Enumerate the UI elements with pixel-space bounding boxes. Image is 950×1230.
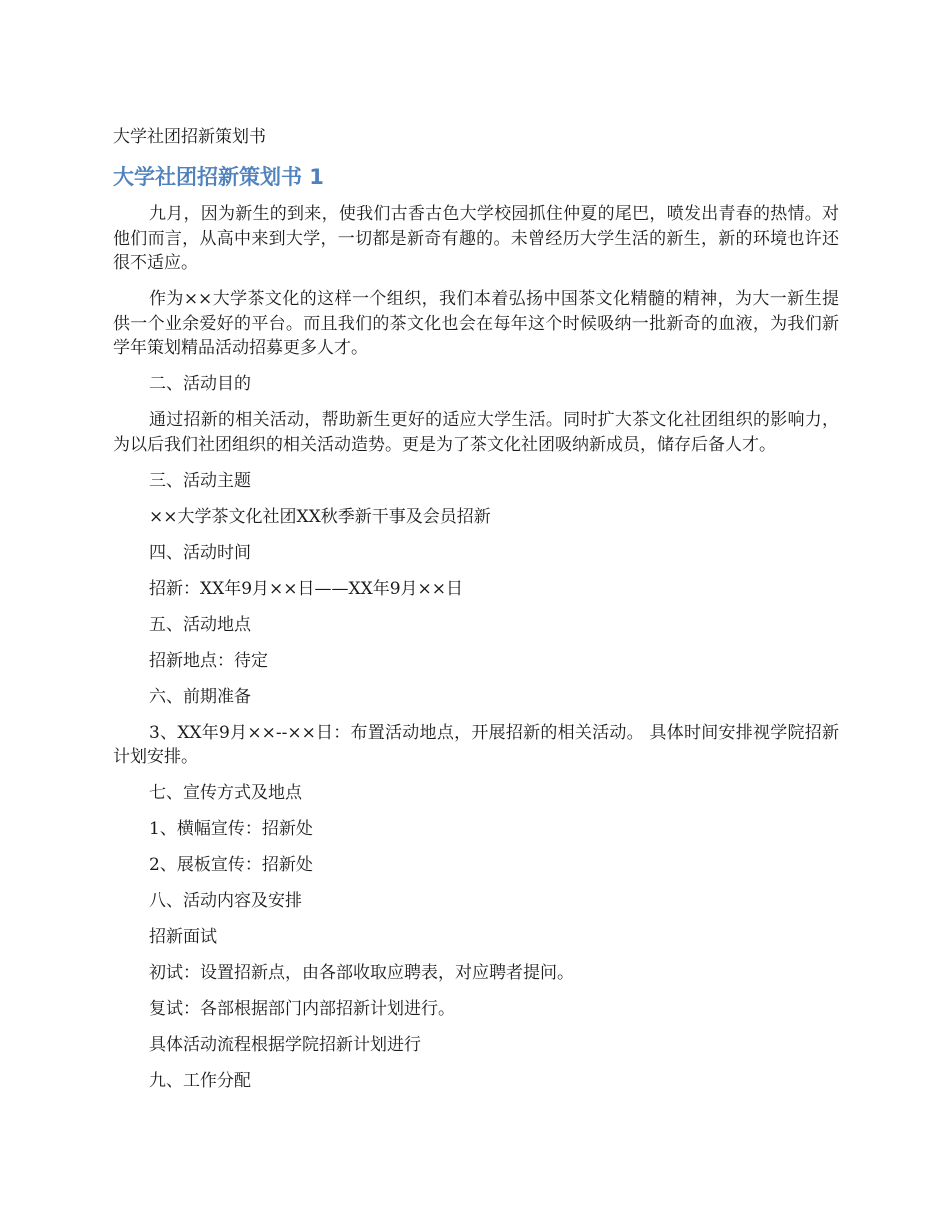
section-title-preparation: 六、前期准备 — [149, 686, 251, 707]
section-title-content: 八、活动内容及安排 — [149, 891, 302, 911]
content-process: 具体活动流程根据学院招新计划进行 — [149, 1035, 421, 1055]
section-title-purpose: 二、活动目的 — [149, 374, 251, 394]
content-interview: 招新面试 — [149, 927, 217, 947]
location-text: 招新地点：待定 — [149, 650, 268, 671]
purpose-paragraph: 通过招新的相关活动，帮助新生更好的适应大学生活。同时扩大茶文化社团组织的影响力，为以后我们社团组织的相关活动造势。更是为了茶文化社团吸纳新成员，储存后备人才。 — [113, 410, 839, 455]
section-heading: 大学社团招新策划书 1 — [113, 165, 324, 189]
document-body — [113, 202, 839, 1105]
section-title-assignment: 九、工作分配 — [149, 1071, 251, 1091]
promotion-item-2: 2、展板宣传：招新处 — [149, 855, 313, 875]
intro-paragraph-1: 九月，因为新生的到来，使我们古香古色大学校园抓住仲夏的尾巴，喷发出青春的热情。对他们而言，从高中来到大学，一切都是新奇有趣的。未曾经历大学生活的新生，新的环境也许还很不适应。 — [113, 204, 839, 273]
time-text: 招新：XX年9月××日——XX年9月××日 — [149, 578, 464, 599]
intro-paragraph-2: 作为××大学茶文化的这样一个组织，我们本着弘扬中国茶文化精髓的精神，为大一新生提供一个业余爱好的平台。而且我们的茶文化也会在每年这个时候吸纳一批新奇的血液，为我们新学年策划精品活动招募更多人才。 — [113, 289, 839, 358]
content-second-round: 复试：各部根据部门内部招新计划进行。 — [149, 999, 455, 1019]
preparation-text: 3、XX年9月××--××日：布置活动地点，开展招新的相关活动。 具体时间安排视学院招新计划安排。 — [113, 722, 839, 767]
content-first-round: 初试：设置招新点，由各部收取应聘表，对应聘者提问。 — [149, 963, 574, 983]
theme-text: ××大学茶文化社团XX秋季新干事及会员招新 — [149, 506, 491, 527]
section-title-location: 五、活动地点 — [149, 614, 251, 635]
promotion-item-1: 1、横幅宣传：招新处 — [149, 819, 313, 839]
section-title-promotion: 七、宣传方式及地点 — [149, 783, 302, 803]
section-title-theme: 三、活动主题 — [149, 470, 251, 491]
document-title: 大学社团招新策划书 — [113, 127, 266, 147]
section-title-time: 四、活动时间 — [149, 542, 251, 563]
